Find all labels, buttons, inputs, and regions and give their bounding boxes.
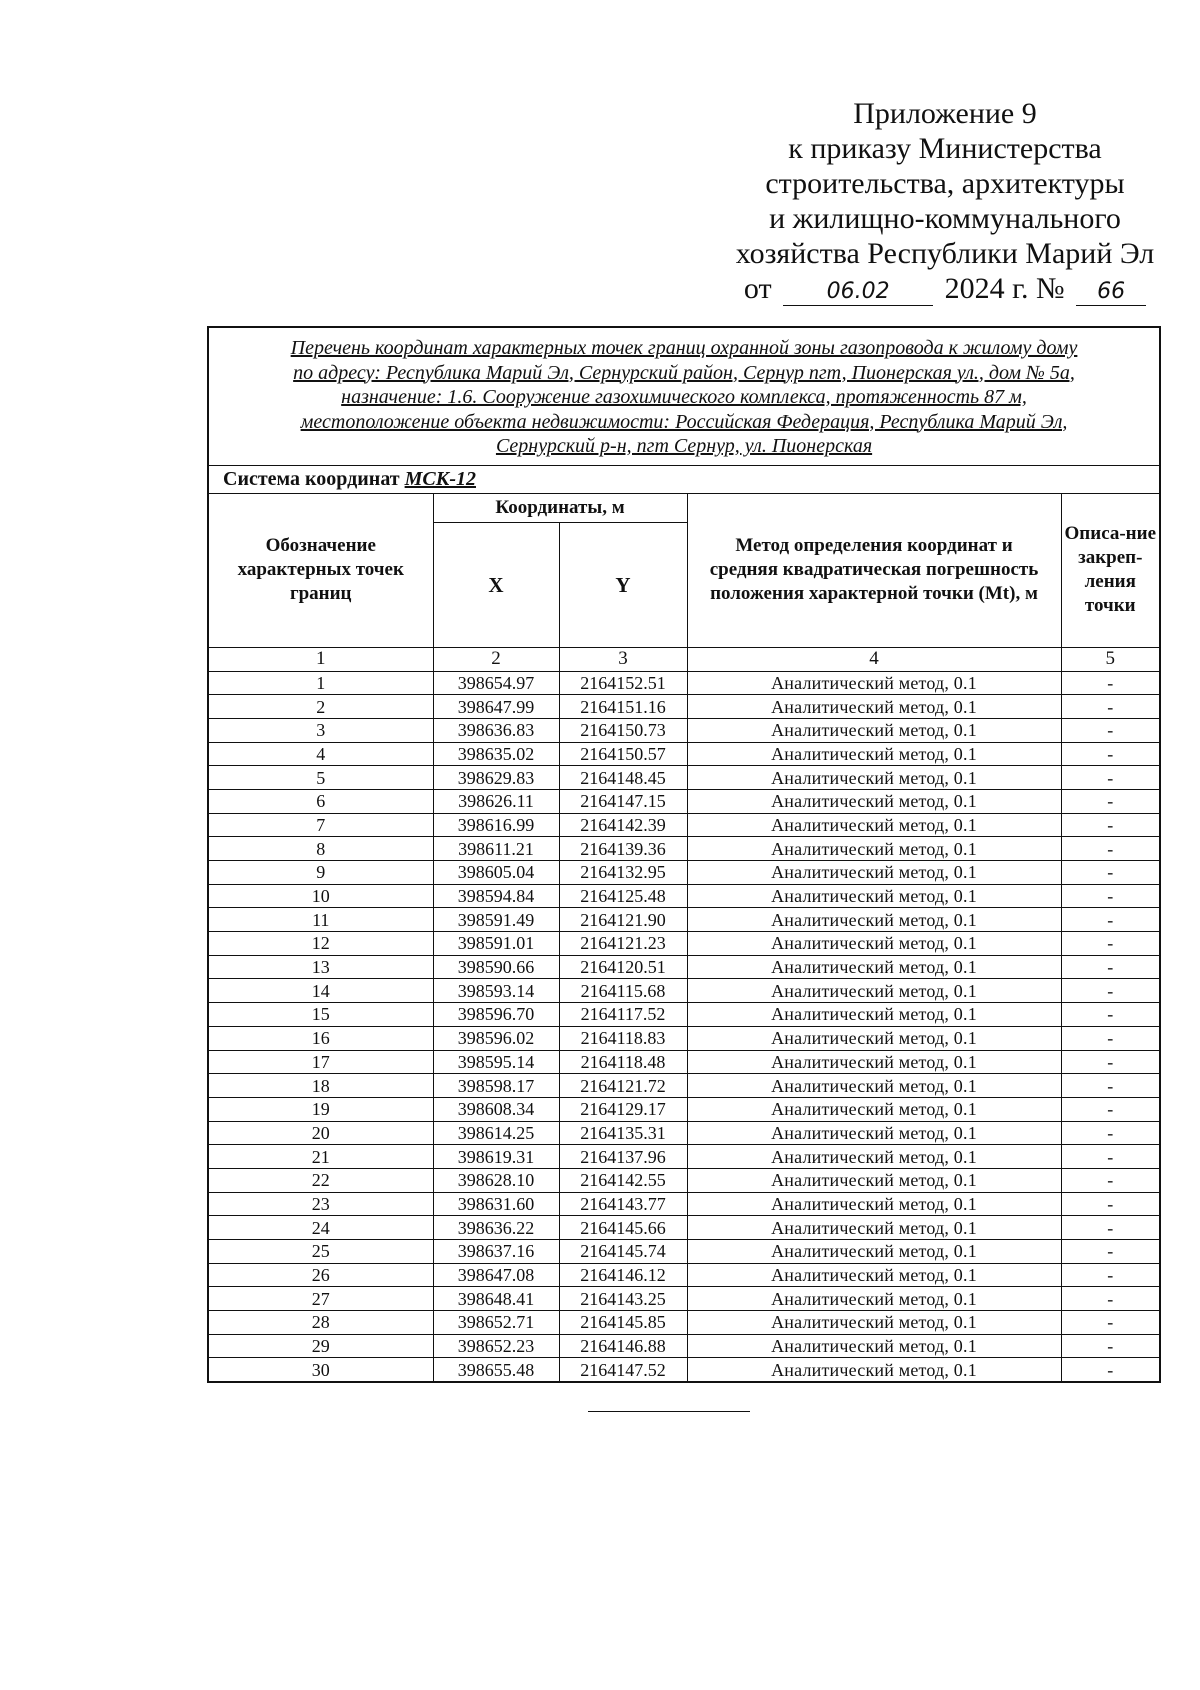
column-number: 5 bbox=[1061, 647, 1160, 671]
handwritten-date: 06.02 bbox=[783, 279, 933, 306]
table-row bbox=[208, 1121, 1160, 1145]
y-coordinate-cell: 2164118.83 bbox=[559, 1026, 687, 1050]
x-coordinate-cell: 398590.66 bbox=[433, 955, 559, 979]
description-cell: - bbox=[1061, 979, 1160, 1003]
method-cell: Аналитический метод, 0.1 bbox=[687, 1240, 1061, 1264]
point-number-cell: 9 bbox=[208, 861, 433, 885]
description-cell: - bbox=[1061, 671, 1160, 695]
table-row bbox=[208, 861, 1160, 885]
y-coordinate-cell: 2164146.12 bbox=[559, 1263, 687, 1287]
y-coordinate-cell: 2164121.72 bbox=[559, 1074, 687, 1098]
method-cell: Аналитический метод, 0.1 bbox=[687, 1026, 1061, 1050]
method-cell: Аналитический метод, 0.1 bbox=[687, 1145, 1061, 1169]
point-number-cell: 11 bbox=[208, 908, 433, 932]
description-cell: - bbox=[1061, 742, 1160, 766]
y-coordinate-cell: 2164152.51 bbox=[559, 671, 687, 695]
point-number-cell: 3 bbox=[208, 718, 433, 742]
table-row bbox=[208, 1287, 1160, 1311]
x-coordinate-cell: 398619.31 bbox=[433, 1145, 559, 1169]
column-number: 2 bbox=[433, 647, 559, 671]
table-row bbox=[208, 1240, 1160, 1264]
method-cell: Аналитический метод, 0.1 bbox=[687, 1097, 1061, 1121]
method-cell: Аналитический метод, 0.1 bbox=[687, 979, 1061, 1003]
table-row bbox=[208, 695, 1160, 719]
caption-line: Сернурский р-н, пгт Сернур, ул. Пионерская bbox=[495, 435, 873, 457]
date-prefix: от bbox=[743, 272, 772, 305]
description-cell: - bbox=[1061, 1026, 1160, 1050]
x-coordinate-cell: 398591.49 bbox=[433, 908, 559, 932]
description-cell: - bbox=[1061, 1168, 1160, 1192]
method-cell: Аналитический метод, 0.1 bbox=[687, 1003, 1061, 1027]
method-cell: Аналитический метод, 0.1 bbox=[687, 932, 1061, 956]
y-coordinate-cell: 2164150.73 bbox=[559, 718, 687, 742]
description-cell: - bbox=[1061, 1074, 1160, 1098]
caption-line: местоположение объекта недвижимости: Российская Федерация, Республика Марий Эл, bbox=[300, 410, 1068, 433]
y-coordinate-cell: 2164132.95 bbox=[559, 861, 687, 885]
description-cell: - bbox=[1061, 932, 1160, 956]
y-coordinate-cell: 2164120.51 bbox=[559, 955, 687, 979]
description-cell: - bbox=[1061, 1097, 1160, 1121]
point-number-cell: 28 bbox=[208, 1311, 433, 1335]
table-row bbox=[208, 766, 1160, 790]
y-coordinate-cell: 2164139.36 bbox=[559, 837, 687, 861]
table-row bbox=[208, 1311, 1160, 1335]
y-coordinate-cell: 2164135.31 bbox=[559, 1121, 687, 1145]
table-row bbox=[208, 908, 1160, 932]
x-coordinate-cell: 398605.04 bbox=[433, 861, 559, 885]
description-cell: - bbox=[1061, 1050, 1160, 1074]
table-row bbox=[208, 789, 1160, 813]
description-cell: - bbox=[1061, 1311, 1160, 1335]
x-coordinate-cell: 398648.41 bbox=[433, 1287, 559, 1311]
description-cell: - bbox=[1061, 1287, 1160, 1311]
point-number-cell: 27 bbox=[208, 1287, 433, 1311]
point-number-cell: 21 bbox=[208, 1145, 433, 1169]
method-cell: Аналитический метод, 0.1 bbox=[687, 908, 1061, 932]
description-cell: - bbox=[1061, 908, 1160, 932]
point-number-cell: 18 bbox=[208, 1074, 433, 1098]
x-coordinate-cell: 398628.10 bbox=[433, 1168, 559, 1192]
point-number-cell: 23 bbox=[208, 1192, 433, 1216]
point-number-cell: 30 bbox=[208, 1358, 433, 1382]
point-number-cell: 26 bbox=[208, 1263, 433, 1287]
method-cell: Аналитический метод, 0.1 bbox=[687, 766, 1061, 790]
point-number-cell: 15 bbox=[208, 1003, 433, 1027]
description-cell: - bbox=[1061, 1003, 1160, 1027]
caption-line: по адресу: Республика Марий Эл, Сернурский район, Сернур пгт, Пионерская ул., дом № 5а, bbox=[293, 361, 1075, 384]
table-row bbox=[208, 1145, 1160, 1169]
year-text: 2024 г. № bbox=[944, 272, 1065, 305]
x-coordinate-cell: 398626.11 bbox=[433, 789, 559, 813]
appendix-line: хозяйства Республики Марий Эл bbox=[735, 237, 1155, 270]
x-coordinate-cell: 398647.08 bbox=[433, 1263, 559, 1287]
y-coordinate-cell: 2164143.25 bbox=[559, 1287, 687, 1311]
table-row bbox=[208, 1192, 1160, 1216]
caption-line: назначение: 1.6. Сооружение газохимического комплекса, протяженность 87 м, bbox=[341, 386, 1027, 408]
x-coordinate-cell: 398616.99 bbox=[433, 813, 559, 837]
table-row bbox=[208, 1216, 1160, 1240]
table-row bbox=[208, 671, 1160, 695]
point-number-cell: 19 bbox=[208, 1097, 433, 1121]
description-cell: - bbox=[1061, 789, 1160, 813]
method-cell: Аналитический метод, 0.1 bbox=[687, 1216, 1061, 1240]
method-cell: Аналитический метод, 0.1 bbox=[687, 861, 1061, 885]
table-row bbox=[208, 718, 1160, 742]
method-cell: Аналитический метод, 0.1 bbox=[687, 1168, 1061, 1192]
table-row bbox=[208, 955, 1160, 979]
order-date-line bbox=[720, 271, 1170, 306]
x-coordinate-cell: 398647.99 bbox=[433, 695, 559, 719]
column-number: 1 bbox=[208, 647, 433, 671]
description-cell: - bbox=[1061, 1240, 1160, 1264]
method-cell: Аналитический метод, 0.1 bbox=[687, 1121, 1061, 1145]
description-cell: - bbox=[1061, 718, 1160, 742]
column-number: 4 bbox=[687, 647, 1061, 671]
description-cell: - bbox=[1061, 813, 1160, 837]
y-coordinate-cell: 2164148.45 bbox=[559, 766, 687, 790]
method-cell: Аналитический метод, 0.1 bbox=[687, 718, 1061, 742]
x-coordinate-cell: 398596.70 bbox=[433, 1003, 559, 1027]
x-coordinate-cell: 398636.22 bbox=[433, 1216, 559, 1240]
y-coordinate-cell: 2164121.90 bbox=[559, 908, 687, 932]
description-cell: - bbox=[1061, 861, 1160, 885]
x-coordinate-cell: 398635.02 bbox=[433, 742, 559, 766]
y-coordinate-cell: 2164118.48 bbox=[559, 1050, 687, 1074]
x-coordinate-cell: 398608.34 bbox=[433, 1097, 559, 1121]
x-coordinate-cell: 398594.84 bbox=[433, 884, 559, 908]
method-cell: Аналитический метод, 0.1 bbox=[687, 955, 1061, 979]
x-coordinate-cell: 398596.02 bbox=[433, 1026, 559, 1050]
header-method: Метод определения координат и средняя квадратическая погрешность положения характерной точки (Mt), м bbox=[687, 493, 1061, 647]
column-numbers-row bbox=[208, 647, 1160, 671]
y-coordinate-cell: 2164115.68 bbox=[559, 979, 687, 1003]
method-cell: Аналитический метод, 0.1 bbox=[687, 1358, 1061, 1382]
method-cell: Аналитический метод, 0.1 bbox=[687, 671, 1061, 695]
x-coordinate-cell: 398654.97 bbox=[433, 671, 559, 695]
description-cell: - bbox=[1061, 1145, 1160, 1169]
point-number-cell: 14 bbox=[208, 979, 433, 1003]
method-cell: Аналитический метод, 0.1 bbox=[687, 1192, 1061, 1216]
method-cell: Аналитический метод, 0.1 bbox=[687, 884, 1061, 908]
description-cell: - bbox=[1061, 884, 1160, 908]
x-coordinate-cell: 398593.14 bbox=[433, 979, 559, 1003]
description-cell: - bbox=[1061, 695, 1160, 719]
y-coordinate-cell: 2164117.52 bbox=[559, 1003, 687, 1027]
y-coordinate-cell: 2164142.55 bbox=[559, 1168, 687, 1192]
header-description: Описа-ние закреп-ления точки bbox=[1061, 493, 1160, 647]
point-number-cell: 17 bbox=[208, 1050, 433, 1074]
y-coordinate-cell: 2164145.66 bbox=[559, 1216, 687, 1240]
method-cell: Аналитический метод, 0.1 bbox=[687, 1311, 1061, 1335]
point-number-cell: 5 bbox=[208, 766, 433, 790]
y-coordinate-cell: 2164150.57 bbox=[559, 742, 687, 766]
point-number-cell: 22 bbox=[208, 1168, 433, 1192]
table-row bbox=[208, 813, 1160, 837]
description-cell: - bbox=[1061, 1358, 1160, 1382]
method-cell: Аналитический метод, 0.1 bbox=[687, 837, 1061, 861]
coordinate-system-value: МСК-12 bbox=[404, 467, 476, 490]
point-number-cell: 24 bbox=[208, 1216, 433, 1240]
x-coordinate-cell: 398614.25 bbox=[433, 1121, 559, 1145]
header-y: Y bbox=[559, 522, 687, 647]
appendix-header bbox=[720, 96, 1170, 306]
method-cell: Аналитический метод, 0.1 bbox=[687, 789, 1061, 813]
header-points: Обозначение характерных точек границ bbox=[208, 493, 433, 647]
x-coordinate-cell: 398655.48 bbox=[433, 1358, 559, 1382]
method-cell: Аналитический метод, 0.1 bbox=[687, 1074, 1061, 1098]
point-number-cell: 2 bbox=[208, 695, 433, 719]
appendix-line: строительства, архитектуры bbox=[765, 167, 1125, 200]
table-row bbox=[208, 884, 1160, 908]
column-number: 3 bbox=[559, 647, 687, 671]
y-coordinate-cell: 2164145.74 bbox=[559, 1240, 687, 1264]
table-row bbox=[208, 979, 1160, 1003]
method-cell: Аналитический метод, 0.1 bbox=[687, 813, 1061, 837]
x-coordinate-cell: 398652.23 bbox=[433, 1334, 559, 1358]
x-coordinate-cell: 398591.01 bbox=[433, 932, 559, 956]
handwritten-order-number: 66 bbox=[1076, 279, 1146, 306]
description-cell: - bbox=[1061, 1263, 1160, 1287]
y-coordinate-cell: 2164147.52 bbox=[559, 1358, 687, 1382]
description-cell: - bbox=[1061, 1121, 1160, 1145]
caption-line: Перечень координат характерных точек границ охранной зоны газопровода к жилому дому bbox=[290, 337, 1078, 359]
coordinate-system bbox=[208, 465, 1160, 493]
appendix-line: к приказу Министерства bbox=[788, 132, 1102, 165]
point-number-cell: 1 bbox=[208, 671, 433, 695]
method-cell: Аналитический метод, 0.1 bbox=[687, 1050, 1061, 1074]
table-row bbox=[208, 837, 1160, 861]
header-x: X bbox=[433, 522, 559, 647]
point-number-cell: 13 bbox=[208, 955, 433, 979]
x-coordinate-cell: 398611.21 bbox=[433, 837, 559, 861]
x-coordinate-cell: 398636.83 bbox=[433, 718, 559, 742]
table-row bbox=[208, 1050, 1160, 1074]
y-coordinate-cell: 2164145.85 bbox=[559, 1311, 687, 1335]
table-row bbox=[208, 742, 1160, 766]
table-row bbox=[208, 1003, 1160, 1027]
table-row bbox=[208, 1074, 1160, 1098]
point-number-cell: 12 bbox=[208, 932, 433, 956]
table-row bbox=[208, 1097, 1160, 1121]
description-cell: - bbox=[1061, 766, 1160, 790]
y-coordinate-cell: 2164125.48 bbox=[559, 884, 687, 908]
x-coordinate-cell: 398637.16 bbox=[433, 1240, 559, 1264]
description-cell: - bbox=[1061, 1334, 1160, 1358]
coordinate-system-label: Система координат bbox=[223, 467, 400, 490]
point-number-cell: 16 bbox=[208, 1026, 433, 1050]
x-coordinate-cell: 398598.17 bbox=[433, 1074, 559, 1098]
appendix-line: Приложение 9 bbox=[853, 97, 1037, 130]
table-row bbox=[208, 1358, 1160, 1382]
point-number-cell: 8 bbox=[208, 837, 433, 861]
y-coordinate-cell: 2164137.96 bbox=[559, 1145, 687, 1169]
table-caption bbox=[208, 327, 1160, 465]
y-coordinate-cell: 2164146.88 bbox=[559, 1334, 687, 1358]
y-coordinate-cell: 2164151.16 bbox=[559, 695, 687, 719]
point-number-cell: 20 bbox=[208, 1121, 433, 1145]
y-coordinate-cell: 2164143.77 bbox=[559, 1192, 687, 1216]
x-coordinate-cell: 398652.71 bbox=[433, 1311, 559, 1335]
y-coordinate-cell: 2164121.23 bbox=[559, 932, 687, 956]
description-cell: - bbox=[1061, 837, 1160, 861]
point-number-cell: 6 bbox=[208, 789, 433, 813]
point-number-cell: 7 bbox=[208, 813, 433, 837]
description-cell: - bbox=[1061, 1192, 1160, 1216]
x-coordinate-cell: 398629.83 bbox=[433, 766, 559, 790]
point-number-cell: 4 bbox=[208, 742, 433, 766]
point-number-cell: 10 bbox=[208, 884, 433, 908]
method-cell: Аналитический метод, 0.1 bbox=[687, 695, 1061, 719]
table-row bbox=[208, 1168, 1160, 1192]
appendix-line: и жилищно-коммунального bbox=[769, 202, 1121, 235]
header-coordinates: Координаты, м bbox=[433, 493, 687, 522]
method-cell: Аналитический метод, 0.1 bbox=[687, 1334, 1061, 1358]
table-row bbox=[208, 932, 1160, 956]
end-divider bbox=[588, 1411, 750, 1412]
description-cell: - bbox=[1061, 955, 1160, 979]
table-row bbox=[208, 1026, 1160, 1050]
x-coordinate-cell: 398631.60 bbox=[433, 1192, 559, 1216]
point-number-cell: 29 bbox=[208, 1334, 433, 1358]
method-cell: Аналитический метод, 0.1 bbox=[687, 742, 1061, 766]
y-coordinate-cell: 2164147.15 bbox=[559, 789, 687, 813]
table-row bbox=[208, 1334, 1160, 1358]
x-coordinate-cell: 398595.14 bbox=[433, 1050, 559, 1074]
y-coordinate-cell: 2164142.39 bbox=[559, 813, 687, 837]
description-cell: - bbox=[1061, 1216, 1160, 1240]
coordinates-table bbox=[207, 326, 1161, 1383]
method-cell: Аналитический метод, 0.1 bbox=[687, 1263, 1061, 1287]
method-cell: Аналитический метод, 0.1 bbox=[687, 1287, 1061, 1311]
y-coordinate-cell: 2164129.17 bbox=[559, 1097, 687, 1121]
table-row bbox=[208, 1263, 1160, 1287]
point-number-cell: 25 bbox=[208, 1240, 433, 1264]
